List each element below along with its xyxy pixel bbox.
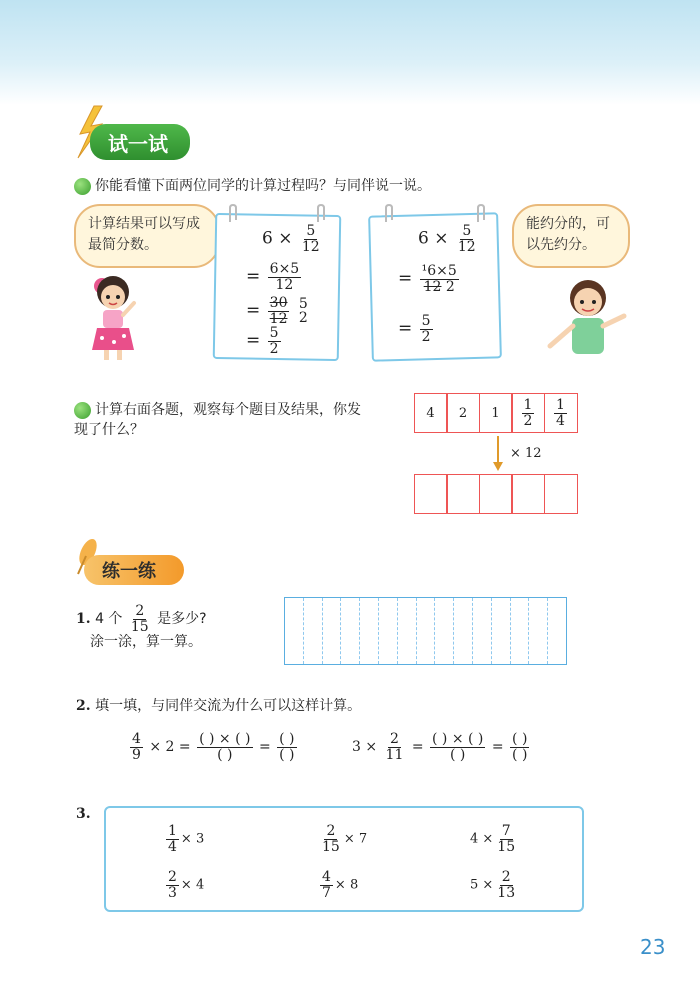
exercise-2a: $\frac{4}{9}$ × 2 = $\frac{( ) \times ( )}{( )}$ = $\frac{( )}{( )}$: [132, 731, 295, 763]
answer-cell[interactable]: [511, 474, 545, 514]
exercise-2b: 3 × $\frac{2}{11}$ = $\frac{( ) \times ( )}{( )}$ = $\frac{( )}{( )}$: [352, 731, 528, 763]
card2-line2: = $\frac{\text{¹6×5}}{12 2}$: [398, 263, 457, 295]
ex3-item: $\frac{1}{4}$ × 3: [168, 823, 205, 855]
arrow-down-icon: [490, 436, 506, 472]
question-1: [74, 176, 431, 196]
ex3-item: 4 × $\frac{7}{15}$: [470, 823, 516, 855]
bullet-dot-icon: [74, 178, 91, 195]
exercise-2: 2. 填一填，与同伴交流为什么可以这样计算。: [76, 698, 362, 714]
bullet-dot-icon: [74, 402, 91, 419]
question-2-text: 计算右面各题，观察每个题目及结果，你发现了什么？: [74, 402, 361, 438]
answer-cell[interactable]: [479, 474, 513, 514]
table-cell: $\frac{1}{4}$: [544, 393, 578, 433]
exercise-1-instruction: 涂一涂，算一算。: [90, 634, 202, 650]
table-cell: 2: [446, 393, 480, 433]
table-top-row: [415, 393, 578, 433]
card1-line3: = $\frac{30}{12}$ 5 2: [246, 295, 308, 327]
table-cell: 4: [414, 393, 448, 433]
boy-speech-bubble: 能约分的，可以先约分。: [512, 204, 630, 268]
ex3-item: $\frac{2}{15}$ × 7: [322, 823, 368, 855]
sky-banner: [0, 0, 700, 105]
page-number: 23: [640, 935, 666, 959]
section-title-try: 试一试: [90, 124, 190, 160]
exercise-1: 1. 4 个 $\frac{2}{15}$ 是多少?: [76, 603, 207, 635]
paper-clip-icon: [222, 204, 332, 224]
question-2: [74, 400, 374, 440]
paper-clip-icon-2: [378, 204, 494, 224]
card1-line4: = $\frac{5}{2}$: [246, 325, 279, 357]
table-cell: $\frac{1}{2}$: [511, 393, 545, 433]
card1-line1: 6 × $\frac{5}{12}$: [262, 223, 320, 255]
answer-cell[interactable]: [446, 474, 480, 514]
fraction-strip[interactable]: [284, 597, 567, 665]
ex3-item: $\frac{2}{3}$ × 4: [168, 869, 205, 901]
answer-cell[interactable]: [544, 474, 578, 514]
answer-cell[interactable]: [414, 474, 448, 514]
exercise-3-label: 3.: [76, 806, 91, 822]
table-bottom-row: [415, 474, 578, 514]
section-title-practice: 练一练: [84, 555, 184, 585]
question-1-text: 你能看懂下面两位同学的计算过程吗？与同伴说一说。: [95, 178, 431, 194]
ex3-item: 5 × $\frac{2}{13}$: [470, 869, 516, 901]
multiplier-label: × 12: [510, 446, 542, 461]
table-cell: 1: [479, 393, 513, 433]
boy-character-icon: [542, 270, 634, 358]
card2-line1: 6 × $\frac{5}{12}$: [418, 223, 476, 255]
girl-character-icon: [82, 270, 144, 362]
girl-speech-bubble: 计算结果可以写成最简分数。: [74, 204, 220, 268]
card2-line3: = $\frac{5}{2}$: [398, 313, 431, 345]
card1-line2: = $\frac{6\times 5}{12}$: [246, 261, 300, 293]
ex3-item: $\frac{4}{7}$ × 8: [322, 869, 359, 901]
